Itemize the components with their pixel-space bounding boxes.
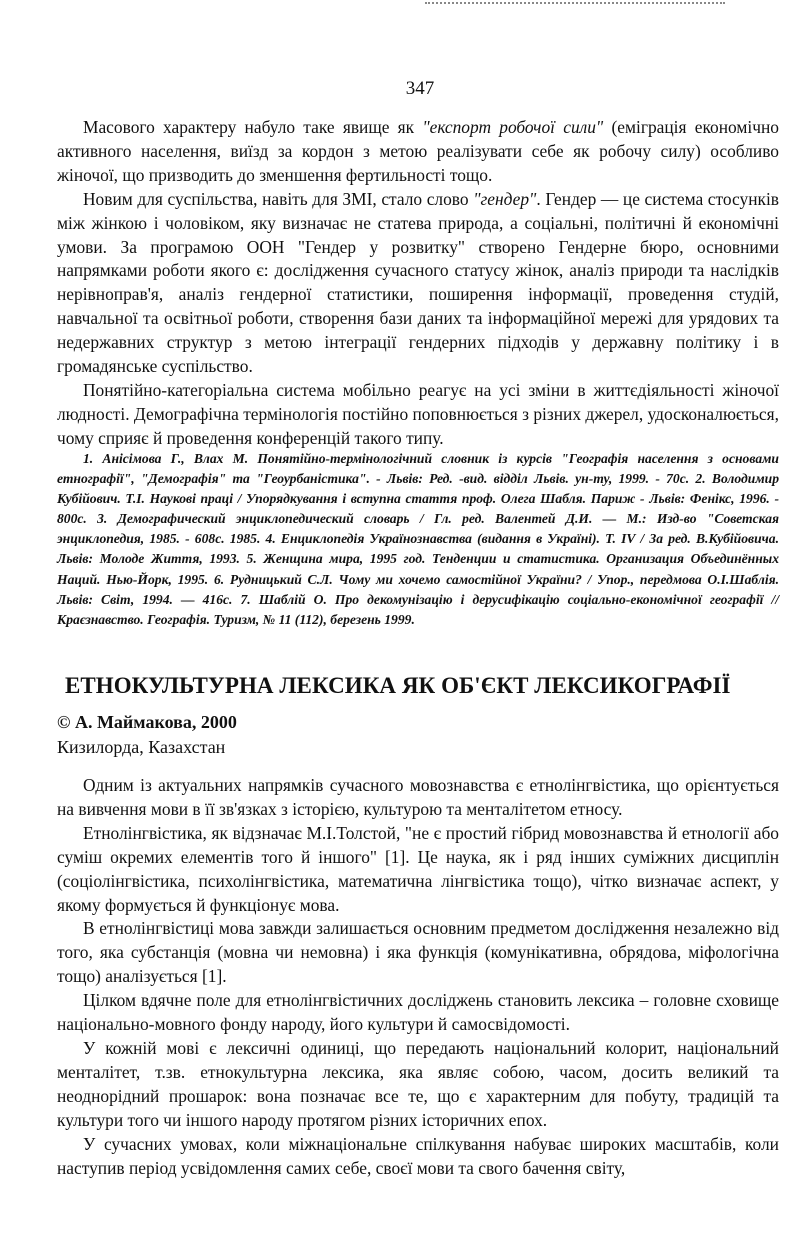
page-edge-rule — [425, 2, 725, 4]
article-location: Кизилорда, Казахстан — [57, 737, 226, 757]
article-author: © А. Маймакова, 2000 — [57, 712, 237, 732]
paragraph: Новим для суспільства, навіть для ЗМІ, стало слово "гендер". Гендер — це система стосунків між жінкою і чоловіком, яку визначає не статева природа, а соціальні, політичні й економічні умови. За програмою ООН "Гендер у розвитку" створено Гендерне бюро, основними напрямками роботи якого є: дослідження сучасного статусу жінок, аналіз природи та наслідків нерівноправ'я, аналіз гендерної статистики, поширення інформації, проведення студій, навчальної та освітньої роботи, створення бази даних та інформаційної мережі для урядових та недержавних структур з метою інтеграції гендерних підходів у державну політику і в громадянське суспільство. — [57, 188, 780, 377]
article-body — [57, 774, 779, 1180]
paragraph: Цілком вдячне поле для етнолінгвістичних досліджень становить лексика – головне сховище національно-мовного фонду народу, його культури й самосвідомості. — [57, 990, 779, 1035]
reference-list: 1. Анісімова Г., Влах М. Понятійно-термінологічний словник із курсів "Географія населення з основами етнографії", "Демографія" та "Геоурбаністика". - Львів: Ред. -вид. відділ Львів. ун-ту, 1999. - 70с. 2. Володимир Кубійович. Т.І. Наукові праці / Упорядкування і вступна стаття проф. Олега Шабля. Париж - Львів: Фенікс, 1996. - 800с. 3. Демографический энциклопедический словарь / Гл. ред. Валентей Д.И. — М.: Изд-во "Советская энциклопедия, 1985. - 608с. 1985. 4. Енциклопедія Українознавства (видання в Україні). Т. IV / За ред. В.Кубійовича. Львів: Молоде Життя, 1993. 5. Женщина мира, 1995 год. Тенденции и статистика. Организация Объединённых Наций. Нью-Йорк, 1995. 6. Рудницький С.Л. Чому ми хочемо самостійної України? / Упор., передмова О.І.Шаблія. Львів: Світ, 1994. — 416с. 7. Шаблій О. Про декомунізацію і дерусифікацію соціально-економічної географії // Краєзнавство. Географія. Туризм, № 11 (112), березень 1999. — [57, 451, 779, 627]
intro-text — [57, 116, 779, 451]
paragraph: Одним із актуальних напрямків сучасного мовознавства є етнолінгвістика, що орієнтується на вивчення мови в її зв'язках з історією, культурою та менталітетом етносу. — [57, 775, 779, 819]
paragraph: Масового характеру набуло таке явище як "експорт робочої сили" (еміграція економічно активного населення, виїзд за кордон з метою реалізувати себе як робочу силу) особливо жіночої, що призводить до зменшення фертильності тощо. — [57, 117, 779, 185]
paragraph: В етнолінгвістиці мова завжди залишається основним предметом дослідження незалежно від того, яка субстанція (мовна чи немовна) і яка функція (комунікативна, обрядова, міфологічна тощо) аналізується [1]. — [57, 918, 779, 987]
page-number: 347 — [405, 78, 435, 99]
emphasis: "експорт робочої сили" — [422, 117, 604, 137]
article-title: ЕТНОКУЛЬТУРНА ЛЕКСИКА ЯК ОБ'ЄКТ ЛЕКСИКОГРАФІЇ — [65, 673, 731, 698]
emphasis: "гендер" — [473, 188, 537, 209]
references — [57, 449, 779, 630]
paragraph: У кожній мові є лексичні одиниці, що передають національний колорит, національний менталітет, т.зв. етнокультурна лексика, яка являє собою, часом, досить великий та неоднорідний прошарок: вона позначає все те, що є характерним для побуту, традицій та культури того чи іншого народу протягом різних історичних епох. — [57, 1037, 779, 1130]
paragraph: Понятійно-категоріальна система мобільно реагує на усі зміни в життєдіяльності жіночої людності. Демографічна термінологія постійно поповнюється з різних джерел, удосконалюється, чому сприяє й проведення конференцій такого типу. — [57, 379, 779, 448]
paragraph: У сучасних умовах, коли міжнаціональне спілкування набуває широких масштабів, коли наступив період усвідомлення самих себе, своєї мови та свого бачення світу, — [57, 1133, 779, 1178]
paragraph: Етнолінгвістика, як відзначає М.І.Толстой, "не є простий гібрид мовознавства й етнології або суміш окремих елементів того й іншого" [1]. Це наука, як і ряд інших суміжних дисциплін (соціолінгвістика, психолінгвістика, математична лінгвістика тощо), чітко визначає аспект, у якому формується й функціонує мова. — [57, 822, 779, 915]
